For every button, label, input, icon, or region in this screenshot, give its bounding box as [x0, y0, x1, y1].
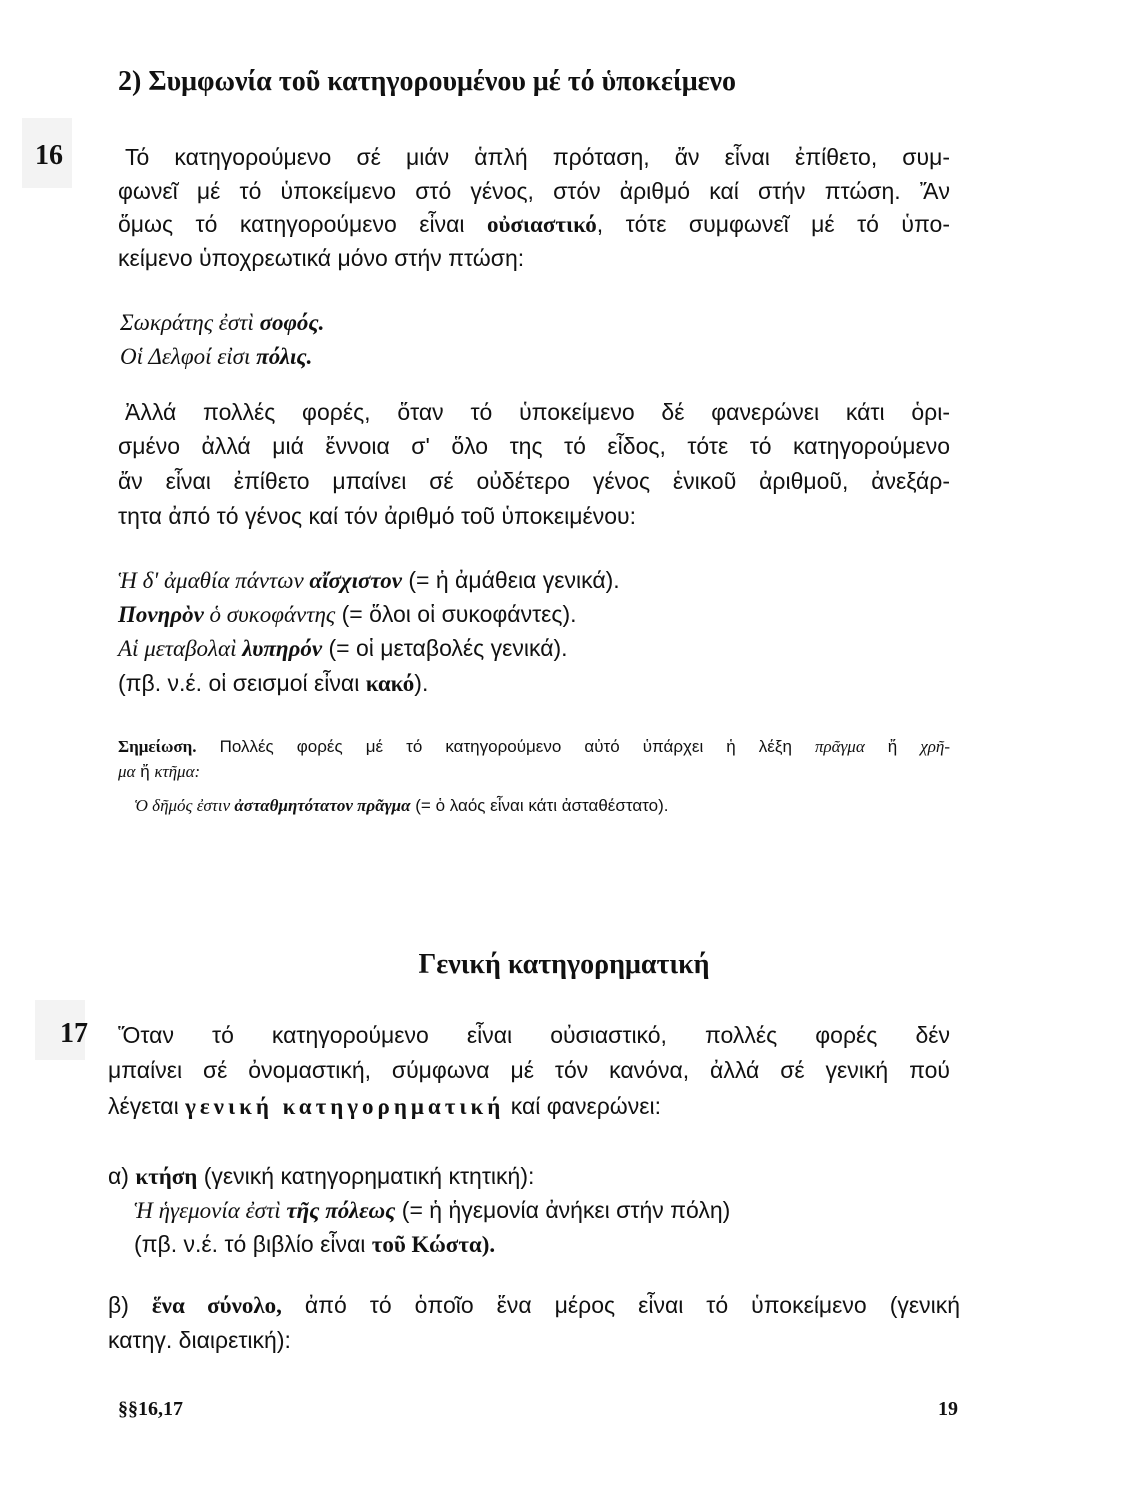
footer-section-ref: §§16,17	[118, 1398, 183, 1420]
paragraph-line	[118, 243, 950, 273]
text-run: πόλις.	[256, 344, 313, 369]
text-run: , τότε συμφωνεῖ μέ τό ὑπο-	[596, 211, 950, 237]
paragraph-line	[108, 1091, 950, 1122]
text-run: ἄν εἶναι ἐπίθετο μπαίνει σέ οὐδέτερο γένος ἑνικοῦ ἀριθμοῦ, ἀνεξάρ-	[118, 468, 950, 494]
text-run: (= ὁ λαός εἶναι κάτι ἀσταθέστατο).	[410, 796, 669, 815]
example-line	[120, 341, 820, 372]
text-run: Ὅταν τό κατηγορούμενο εἶναι οὐσιαστικό, πολλές φορές δέν	[118, 1022, 950, 1048]
text-run: 2) Συμφωνία τοῦ κατηγορουμένου μέ τό ὑποκείμενο	[118, 66, 737, 97]
text-run: ὁ συκοφάντης	[203, 602, 336, 627]
text-run: κατηγ. διαιρετική):	[108, 1327, 291, 1353]
text-run: φωνεῖ μέ τό ὑποκείμενο στό γένος, στόν ἀριθμό καί στήν πτώση. Ἄν	[118, 178, 950, 204]
paragraph-line	[118, 176, 950, 206]
list-item-line	[108, 1325, 960, 1355]
text-run: γενική κατηγορηματική	[185, 1094, 505, 1119]
paragraph-line	[118, 466, 950, 496]
paragraph-line	[118, 431, 950, 461]
text-run: κακό	[365, 671, 415, 696]
text-run: Σωκράτης ἐστὶ	[120, 310, 260, 335]
example-line	[134, 1229, 950, 1260]
text-run: (γενική κατηγορηματική κτητική):	[197, 1163, 535, 1189]
note-line	[134, 794, 934, 818]
paragraph-line	[118, 1020, 950, 1050]
text-run: τῆς πόλεως	[286, 1198, 396, 1223]
text-run: μα	[118, 762, 136, 781]
text-run: Ἀλλά πολλές φορές, ὅταν τό ὑποκείμενο δέ φανερώνει κάτι ὁρι-	[125, 399, 950, 425]
page-number: 19	[938, 1398, 958, 1420]
paragraph-line	[118, 501, 950, 531]
text-run: αἴσχιστον	[309, 568, 402, 593]
text-run: (πβ. ν.έ. τό βιβλίο εἶναι	[134, 1231, 372, 1257]
paragraph-line	[108, 1055, 950, 1085]
text-run: χρῆ-	[920, 737, 950, 756]
text-run: ὅμως τό κατηγορούμενο εἶναι	[118, 211, 487, 237]
paragraph-line	[125, 142, 950, 172]
text-run: Πολλές φορές μέ τό κατηγορούμενο αὐτό ὑπάρχει ἡ λέξη	[196, 737, 815, 756]
text-run: Αἱ μεταβολαὶ	[118, 636, 243, 661]
text-run: λέγεται	[108, 1093, 186, 1119]
example-line	[118, 633, 918, 664]
section-title	[118, 65, 818, 99]
text-run: Γενική κατηγορηματική	[418, 949, 710, 980]
text-run: ἤ	[135, 762, 155, 781]
example-line	[134, 1195, 950, 1226]
text-run: κτήση	[135, 1164, 198, 1189]
text-run: οὐσιαστικό	[486, 212, 597, 237]
text-run: τητα ἀπό τό γένος καί τόν ἀριθμό τοῦ ὑποκειμένου:	[118, 503, 637, 529]
text-run: β)	[108, 1292, 152, 1318]
list-item-line	[108, 1290, 960, 1320]
text-run: ἤ	[864, 737, 921, 756]
text-run: (= ἡ ἡγεμονία ἀνήκει στήν πόλη)	[395, 1197, 731, 1223]
paragraph-line	[118, 209, 950, 239]
text-run: Ὁ δῆμός ἐστιν	[134, 796, 235, 815]
text-run: πρᾶγμα	[814, 737, 865, 756]
text-run: ἀπό τό ὁποῖο ἕνα μέρος εἶναι τό ὑποκείμενο (γενική	[281, 1292, 960, 1318]
text-run: ).	[414, 670, 429, 696]
text-run: Τό κατηγορούμενο σέ μιάν ἁπλή πρόταση, ἄν εἶναι ἐπίθετο, συμ-	[125, 144, 950, 170]
text-run: μπαίνει σέ ὀνομαστική, σύμφωνα μέ τόν κανόνα, ἀλλά σέ γενική πού	[108, 1057, 950, 1083]
text-run: Ἡ δ' ἀμαθία πάντων	[118, 568, 310, 593]
text-run: (πβ. ν.έ. οἱ σεισμοί εἶναι	[118, 670, 366, 696]
subsection-title	[0, 948, 1128, 982]
list-item-line	[108, 1161, 950, 1192]
example-line	[118, 599, 918, 630]
text-run: Πονηρὸν	[118, 602, 204, 627]
text-run: καί φανερώνει:	[504, 1093, 661, 1119]
text-run: ἕνα σύνολο,	[151, 1293, 282, 1318]
text-run: Οἱ Δελφοί εἰσι	[120, 344, 257, 369]
example-line	[120, 307, 820, 338]
text-run: λυπηρόν	[242, 636, 323, 661]
text-run: (= οἱ μεταβολές γενικά).	[322, 635, 568, 661]
note-line	[118, 760, 518, 784]
text-run: Ἡ ἡγεμονία ἐστὶ	[134, 1198, 287, 1223]
text-run: (= ὅλοι οἱ συκοφάντες).	[335, 601, 577, 627]
text-run: σμένο ἀλλά μιά ἔννοια σ' ὅλο της τό εἶδος, τότε τό κατηγορούμενο	[118, 433, 950, 459]
text-run: κτῆμα:	[154, 762, 201, 781]
example-line	[118, 565, 918, 596]
example-line	[118, 668, 918, 699]
text-run: ἀσταθμητότατον πρᾶγμα	[234, 796, 411, 815]
text-run: τοῦ Κώστα).	[371, 1232, 496, 1257]
section-number-16: 16	[35, 140, 63, 171]
text-run: (= ἡ ἀμάθεια γενικά).	[402, 567, 620, 593]
note-line	[118, 735, 950, 759]
text-run: κείμενο ὑποχρεωτικά μόνο στήν πτώση:	[118, 245, 525, 271]
text-run: Σημείωση.	[118, 737, 197, 756]
section-number-17: 17	[60, 1018, 88, 1049]
text-run: σοφός.	[259, 310, 325, 335]
paragraph-line	[125, 397, 950, 427]
text-run: α)	[108, 1163, 136, 1189]
